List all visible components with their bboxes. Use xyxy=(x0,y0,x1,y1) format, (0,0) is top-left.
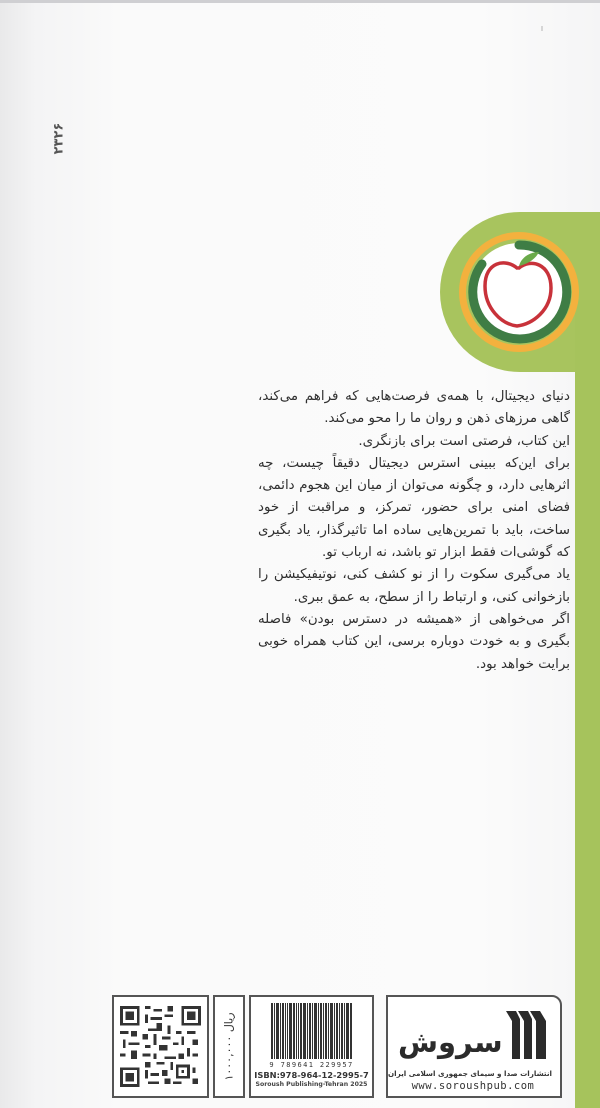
barcode-icon xyxy=(264,1003,360,1059)
apple-icon xyxy=(455,228,583,356)
publisher-name: سروش xyxy=(398,1025,503,1059)
publisher-emblem-icon xyxy=(504,1009,548,1061)
top-edge xyxy=(0,0,600,3)
publisher-url[interactable]: www.soroushpub.com xyxy=(411,1080,535,1092)
back-cover-blurb xyxy=(258,386,570,676)
isbn-text: ISBN:978-964-12-2995-7 xyxy=(254,1070,369,1080)
barcode-digits: 9 789641 229957 xyxy=(269,1061,354,1069)
isbn-barcode xyxy=(249,995,374,1098)
catalog-number xyxy=(44,118,74,158)
price-label xyxy=(213,995,245,1098)
publisher-imprint: Soroush Publishing-Tehran 2025 xyxy=(255,1081,368,1088)
qr-code-icon xyxy=(120,1003,201,1090)
blurb-paragraph: دنیای دیجیتال، با همه‌ی فرصت‌هایی که فراهم می‌کند، گاهی مرزهای ذهن و روان ما را محو می‌کند. xyxy=(258,389,570,427)
blurb-paragraph: این کتاب، فرصتی است برای بازنگری. xyxy=(358,433,570,449)
blurb-paragraph: یاد می‌گیری سکوت را از نو کشف کنی، نوتیفیکیشن را بازخوانی کنی، و ارتباط را از سطح، به عمق ببری. xyxy=(258,567,570,605)
publisher-logo-box xyxy=(386,995,562,1098)
spine-mark xyxy=(541,26,543,31)
green-side-band xyxy=(575,300,600,1108)
blurb-paragraph: اگر می‌خواهی از «همیشه در دسترس بودن» فاصله بگیری و به خودت دوباره برسی، این کتاب همراه خوبی برایت خواهد بود. xyxy=(258,611,570,672)
catalog-number-text: ۲۳۲۶ xyxy=(51,122,67,154)
publisher-tagline: انتشارات صدا و سیمای جمهوری اسلامی ایران xyxy=(388,1069,552,1078)
apple-logo xyxy=(455,228,583,356)
qr-code[interactable] xyxy=(112,995,209,1098)
price-text: ۱۰۰۰,۰۰۰ ریال xyxy=(222,1012,236,1081)
blurb-paragraph: برای این‌که ببینی استرس دیجیتال دقیقاً چیست، چه اثرهایی دارد، و چگونه می‌توان از میان این هجوم دائمی، فضای امنی برای حضور، تمرکز، و مراقبت از خود ساخت، باید با تمرین‌هایی ساده اما تاثیرگذار، یاد بگیری که گوشی‌ات فقط ابزار تو باشد، نه ارباب تو. xyxy=(258,455,570,561)
